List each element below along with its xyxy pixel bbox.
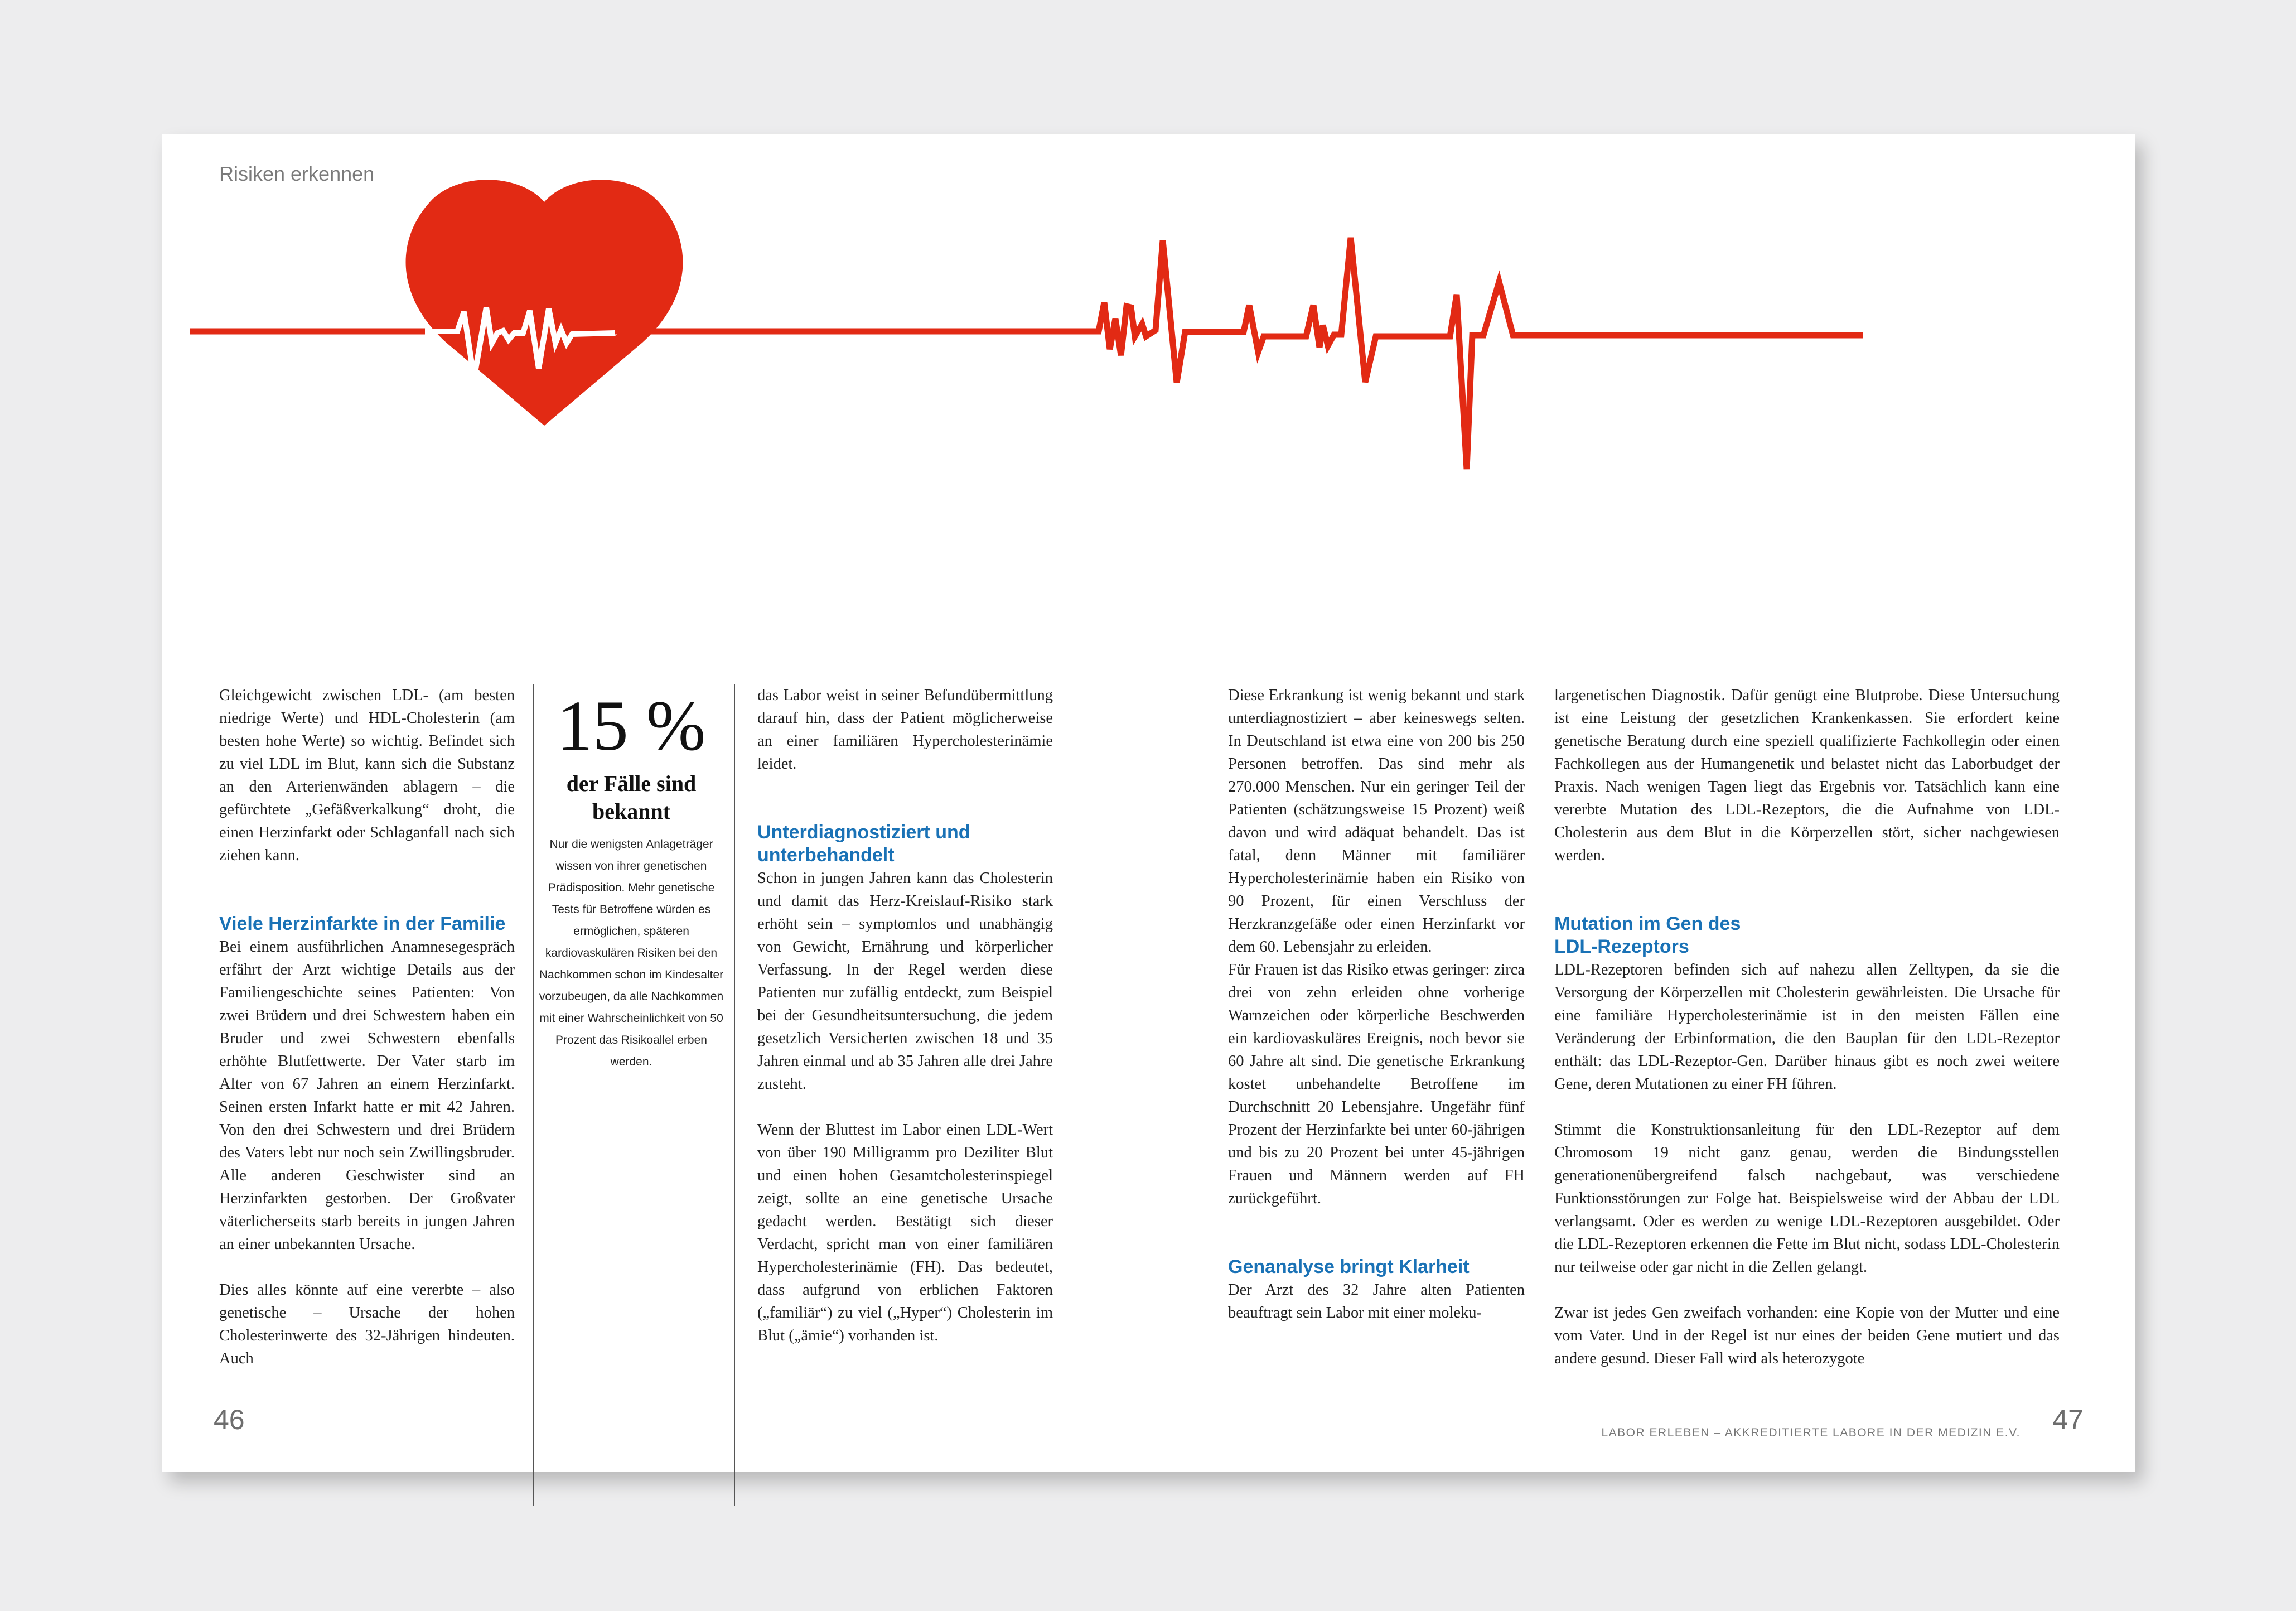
paragraph: Bei einem ausführlichen Anamnesegespräch erfährt der Arzt wichtige Details aus der Familiengeschichte seines Patienten: Von zwei Brüdern und drei Schwestern haben ein Bruder und zwei Schwestern ebenfalls erhöhte Blutfettwerte. Der Vater starb im Alter von 67 Jahren an einem Herzinfarkt. Seinen ersten Infarkt hatte er mit 42 Jahren. Von den drei Schwestern und drei Brüdern des Vaters lebt nur noch sein Zwillingsbruder. Alle anderen Geschwister sind an Herzinfarkten gestorben. Der Großvater väterlicherseits starb bereits in jungen Jahren an einer unbekannten Ursache.: [219, 938, 515, 1253]
page-number-right: 47: [2052, 1404, 2084, 1435]
paragraph: Der Arzt des 32 Jahre alten Patienten beauftragt sein Labor mit einer moleku-: [1228, 1281, 1525, 1321]
stat-note: Nur die wenigsten Anlageträger wissen von ihrer genetischen Prädisposition. Mehr genetische Tests für Betroffene würden es ermöglichen, späteren kardiovaskulären Risiken bei den Nachkommen schon im Kindesalter vorzubeugen, da alle Nachkommen mit einer Wahrscheinlichkeit von 50 Prozent das Risikoallel erben werden.: [539, 838, 724, 1068]
column-1: [219, 684, 515, 1370]
paragraph: Stimmt die Konstruktionsanleitung für den LDL-Rezeptor auf dem Chromosom 19 nicht ganz genau, werden die Bindungsstellen generationenübergreifend falsch nachgebaut, was verschiedene Funktionsstörungen zur Folge hat. Beispielsweise wird der Abbau der LDL verlangsamt. Oder es werden zu wenige LDL-Rezeptoren ausgebildet. Oder die LDL-Rezeptoren erkennen die Fette im Blut nicht, sodass LDL-Cholesterin nur teilweise oder gar nicht in die Zellen gelangt.: [1554, 1121, 2060, 1276]
paragraph: das Labor weist in seiner Befundübermittlung darauf hin, dass der Patient möglicherweise an einer familiären Hypercholesterinämie leidet.: [757, 687, 1053, 773]
column-3: [1228, 684, 1525, 1324]
stat-callout: [536, 684, 726, 1073]
paragraph: Dies alles könnte auf eine vererbte – also genetische – Ursache der hohen Cholesterinwerte des 32-Jährigen hindeuten. Auch: [219, 1281, 515, 1367]
paragraph: largenetischen Diagnostik. Dafür genügt eine Blutprobe. Diese Untersuchung ist eine Leistung der gesetzlichen Krankenkassen. Sie erfordert keine genetische Beratung durch eine speziell qualifizierte Fachkollegin oder einen Fachkollegen aus der Humangenetik und belastet nicht das Laborbudget der Praxis. Nach wenigen Tagen liegt das Ergebnis vor. Tatsächlich kann eine vererbte Mutation des LDL-Rezeptors, die die Aufnahme von LDL-Cholesterin aus dem Blut in die Körperzellen stört, sicher nachgewiesen werden.: [1554, 687, 2060, 864]
subheading: Viele Herzinfarkte in der Familie: [219, 913, 506, 934]
column-2: [757, 684, 1053, 1347]
paragraph: Wenn der Bluttest im Labor einen LDL-Wert von über 190 Milligramm pro Deziliter Blut und einen hohen Gesamtcholesterinspiegel zeigt, sollte an eine genetische Ursache gedacht werden. Bestätigt sich dieser Verdacht, spricht man von einer familiären Hypercholesterinämie (FH). Das bedeutet, dass aufgrund von erblichen Faktoren („familiär“) zu viel („Hyper“) Cholesterin im Blut („ämie“) vorhanden ist.: [757, 1121, 1053, 1344]
paragraph: Für Frauen ist das Risiko etwas geringer: zirca drei von zehn erleiden ohne vorherige Warnzeichen oder körperliche Beschwerden ein kardiovaskuläres Ereignis, noch bevor sie 60 Jahre alt sind. Die genetische Erkrankung kostet unbehandelte Betroffene im Durchschnitt 20 Lebensjahre. Ungefähr fünf Prozent der Herzinfarkte bei unter 60-jährigen und bis zu 20 Prozent bei unter 45-jährigen Frauen und Männern werden auf FH zurückgeführt.: [1228, 961, 1525, 1207]
heart-icon: [406, 180, 683, 426]
stat-caption: der Fälle sind bekannt: [566, 771, 697, 824]
column-divider: [734, 684, 735, 1506]
running-footer: LABOR ERLEBEN – AKKREDITIERTE LABORE IN DER MEDIZIN E.V.: [1601, 1426, 2021, 1439]
subheading: Genanalyse bringt Klarheit: [1228, 1256, 1470, 1277]
page-number-left: 46: [214, 1404, 245, 1435]
paragraph: Gleichgewicht zwischen LDL- (am besten niedrige Werte) und HDL-Cholesterin (am besten hohe Werte) so wichtig. Befindet sich zu viel LDL im Blut, kann sich die Substanz an den Arterienwänden ablagern – die gefürchtete „Gefäßverkalkung“ droht, die einen Herzinfarkt oder Schlaganfall nach sich ziehen kann.: [219, 687, 515, 864]
magazine-spread: [162, 134, 2135, 1472]
paragraph: Schon in jungen Jahren kann das Cholesterin und damit das Herz-Kreislauf-Risiko stark erhöht sein – symptomlos und unabhängig von Gewicht, Ernährung und körperlicher Verfassung. In der Regel werden diese Patienten nur zufällig entdeckt, zum Beispiel bei der Gesundheitsuntersuchung, die jedem gesetzlich Versicherten zwischen 18 und 35 Jahren einmal und ab 35 Jahren alle drei Jahre zusteht.: [757, 870, 1053, 1093]
ecg-illustration: [162, 134, 2135, 581]
paragraph: Diese Erkrankung ist wenig bekannt und stark unterdiagnostiziert – aber keineswegs selten. In Deutschland ist etwa eine von 200 bis 250 Personen betroffen. Das sind mehr als 270.000 Menschen. Nur ein geringer Teil der Patienten (schätzungsweise 15 Prozent) weiß davon und wird adäquat behandelt. Das ist fatal, denn Männer mit familiärer Hypercholesterinämie haben ein Risiko von 90 Prozent, für einen Verschluss der Herzkranzgefäße oder einen Herzinfarkt vor dem 60. Lebensjahr zu erleiden.: [1228, 687, 1525, 956]
subheading: Mutation im Gen des LDL-Rezeptors: [1554, 913, 1741, 957]
subheading: Unterdiagnostiziert und unterbehandelt: [757, 822, 970, 866]
paragraph: Zwar ist jedes Gen zweifach vorhanden: eine Kopie von der Mutter und eine vom Vater. Und in der Regel ist nur eines der beiden Gene mutiert und das andere gesund. Dieser Fall wird als heterozygote: [1554, 1304, 2060, 1367]
paragraph: LDL-Rezeptoren befinden sich auf nahezu allen Zelltypen, da sie die Versorgung der Körperzellen mit Cholesterin gewährleisten. Die Ursache für eine familiäre Hypercholesterinämie ist in den meisten Fällen eine Veränderung der Erbinformation, die den Bauplan für den LDL-Rezeptor enthält: das LDL-Rezeptor-Gen. Darüber hinaus gibt es noch zwei weitere Gene, deren Mutationen zu einer FH führen.: [1554, 961, 2060, 1093]
stat-number: 15 %: [557, 686, 706, 765]
column-divider: [533, 684, 534, 1506]
section-label: Risiken erkennen: [219, 162, 375, 185]
column-4: [1554, 684, 2060, 1370]
ecg-line: [615, 238, 1863, 469]
